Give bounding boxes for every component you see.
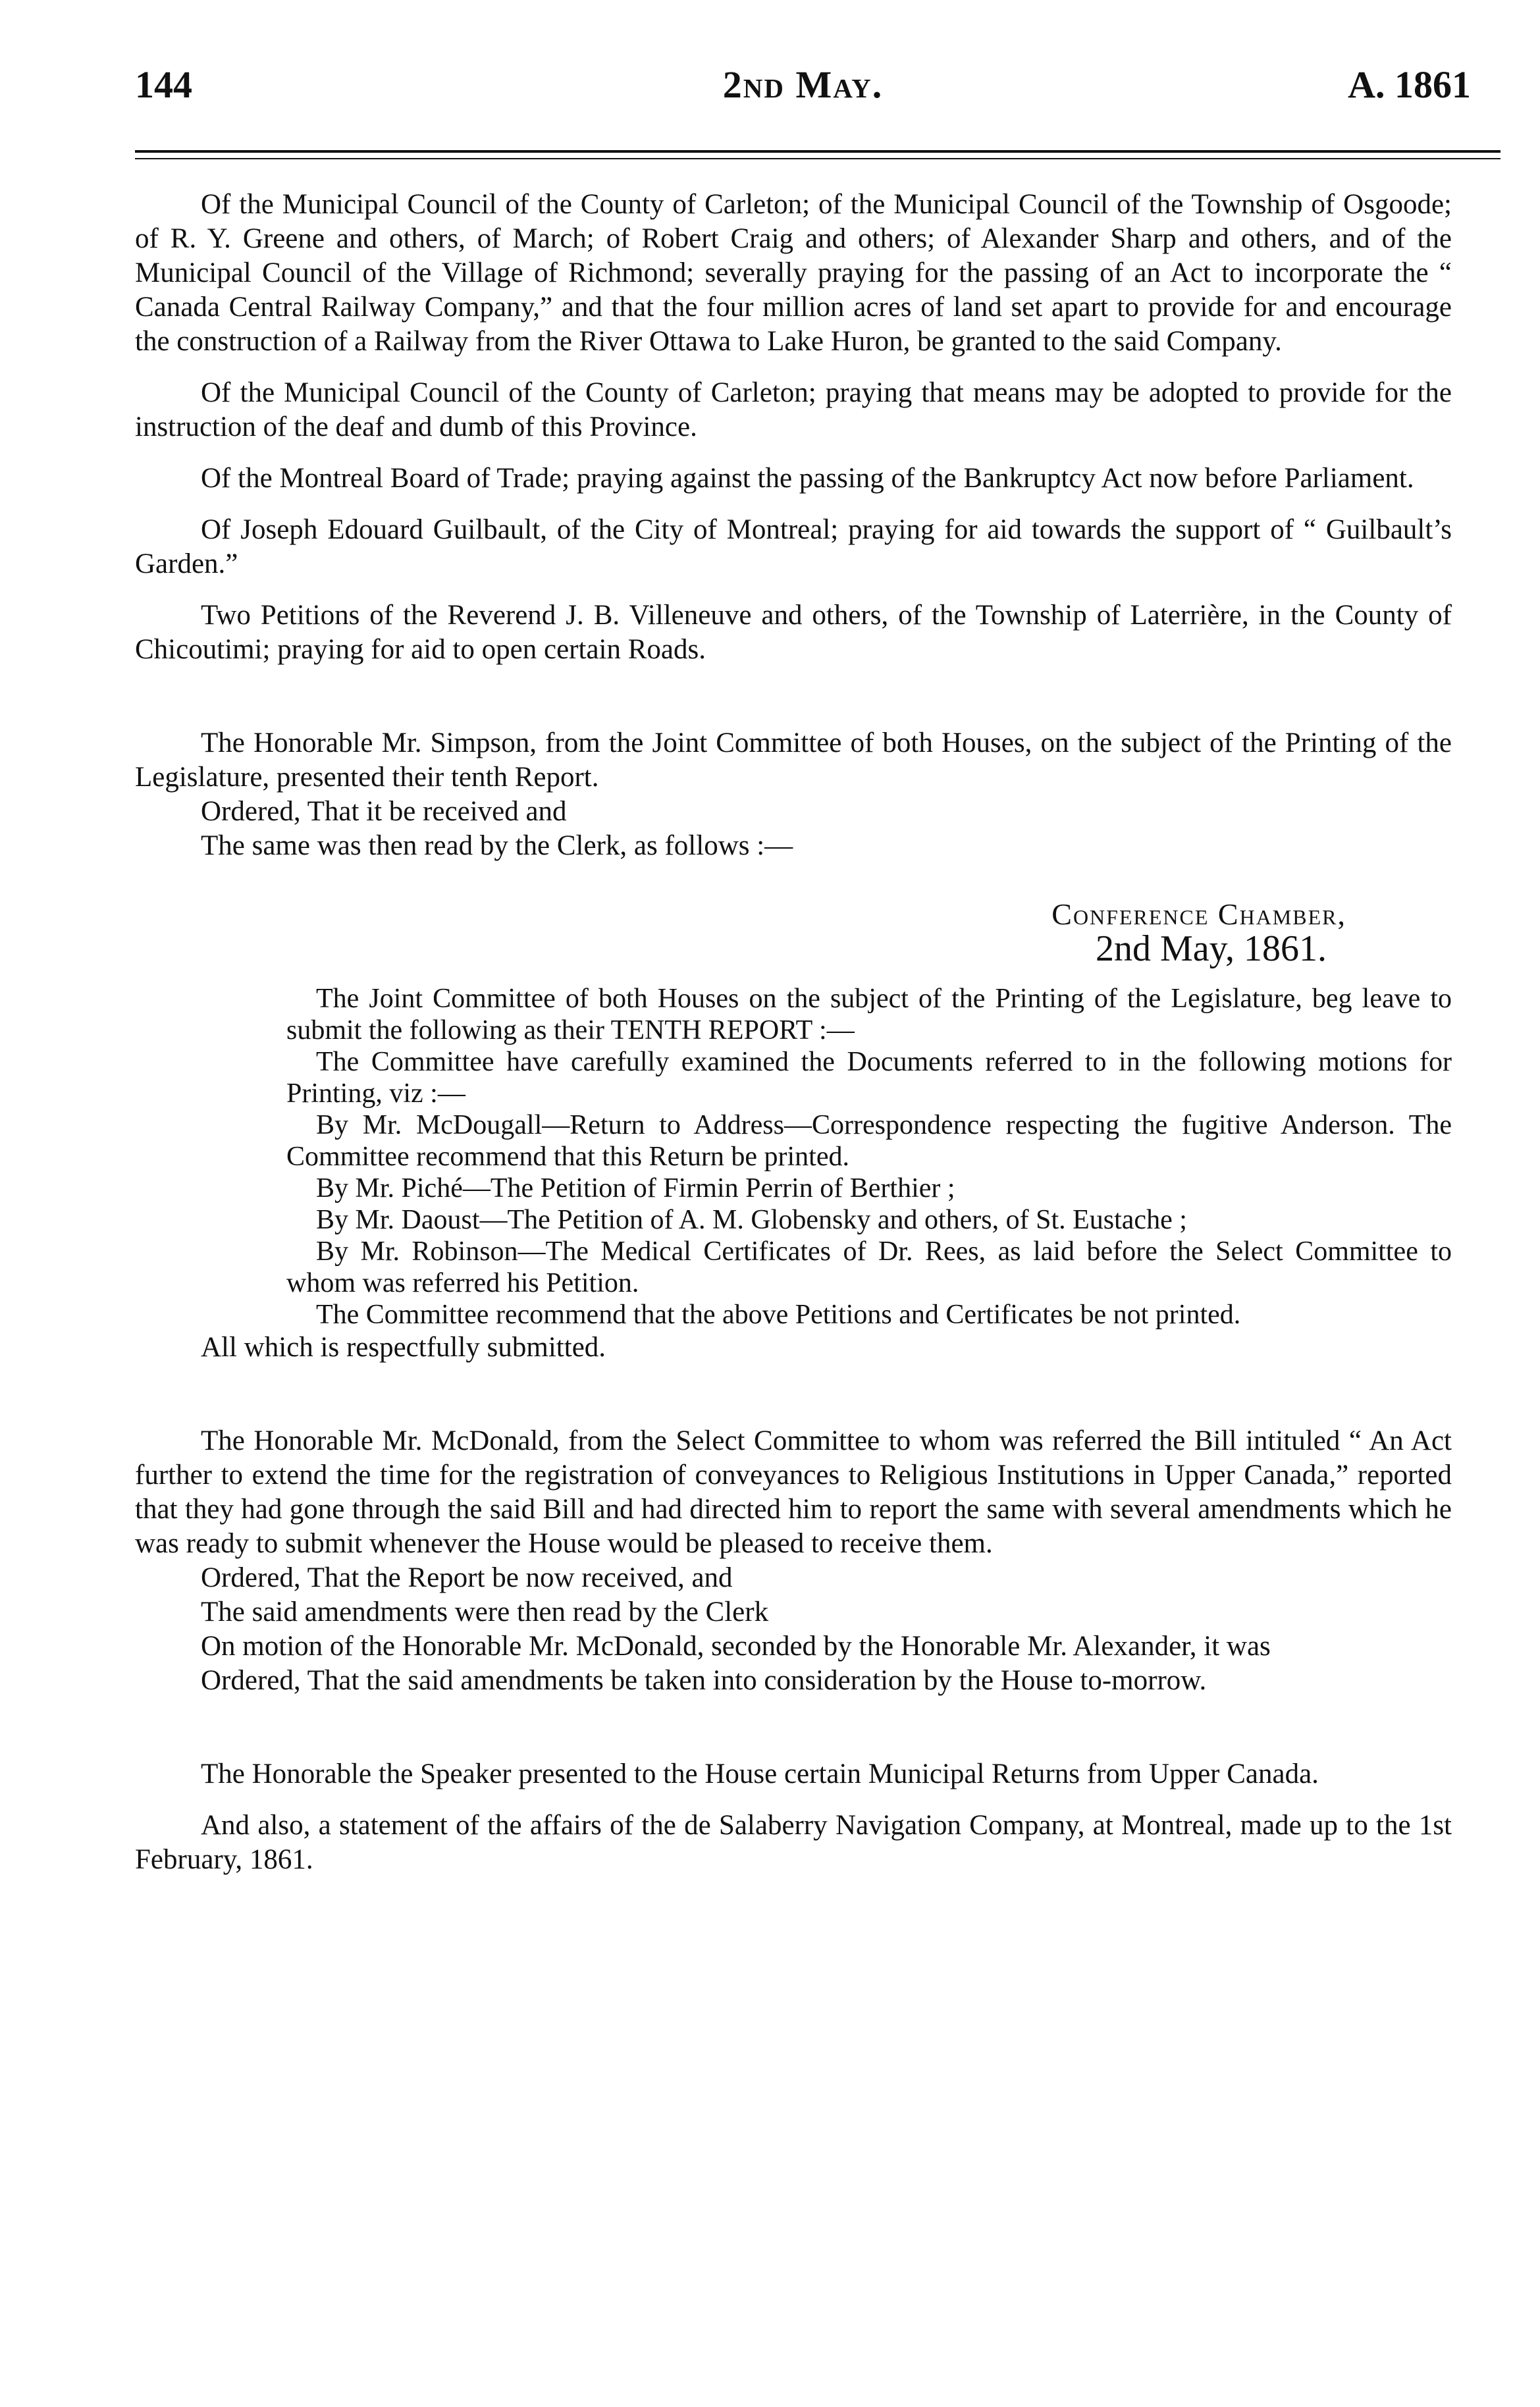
document-body — [135, 188, 1452, 1877]
amendments-read: The said amendments were then read by the Clerk — [201, 1597, 769, 1627]
printing-committee-intro: The Honorable Mr. Simpson, from the Joint Committee of both Houses, on the subject of the Printing of the Legislature, presented their tenth Report. — [135, 727, 1452, 793]
page-header — [135, 63, 1471, 115]
motion-paragraph: On motion of the Honorable Mr. McDonald, seconded by the Honorable Mr. Alexander, it was — [201, 1631, 1271, 1662]
header-rule-thick — [135, 150, 1500, 153]
petition-paragraph: Of the Municipal Council of the County of Carleton; praying that means may be adopted to provide for the instruction of the deaf and dumb of this Province. — [135, 377, 1452, 442]
report-paragraph: By Mr. Daoust—The Petition of A. M. Globensky and others, of St. Eustache ; — [316, 1205, 1187, 1235]
ordered-consideration: Ordered, That the said amendments be taken into consideration by the House to-morrow. — [201, 1665, 1207, 1696]
report-paragraph: By Mr. McDougall—Return to Address—Correspondence respecting the fugitive Anderson. The Committee recommend that this Return be printed. — [286, 1110, 1452, 1172]
report-paragraph: The Joint Committee of both Houses on the subject of the Printing of the Legislature, beg leave to submit the following as their TENTH REPORT :— — [286, 984, 1452, 1045]
petition-paragraph: Of the Municipal Council of the County of Carleton; of the Municipal Council of the Township of Osgoode; of R. Y. Greene and others, of March; of Robert Craig and others; of Alexander Sharp and others, and of the Municipal Council of the Village of Richmond; severally praying for the passing of an Act to incorporate the “ Canada Central Railway Company,” and that the four million acres of land set apart to provide for and encourage the construction of a Railway from the River Ottawa to Lake Huron, be granted to the said Company. — [135, 189, 1452, 357]
header-date: 2nd May. — [722, 63, 884, 106]
report-paragraph: By Mr. Robinson—The Medical Certificates of Dr. Rees, as laid before the Select Committee to whom was referred his Petition. — [286, 1236, 1452, 1298]
salaberry-statement: And also, a statement of the affairs of the de Salaberry Navigation Company, at Montreal, made up to the 1st February, 1861. — [135, 1810, 1452, 1875]
page-number: 144 — [135, 63, 192, 106]
mcdonald-report: The Honorable Mr. McDonald, from the Select Committee to whom was referred the Bill intituled “ An Act further to extend the time for the registration of conveyances to Religious Institutions in Upper Canada,” reported that they had gone through the said Bill and had directed him to report the same with several amendments which he was ready to submit whenever the House would be pleased to receive them. — [135, 1425, 1452, 1559]
petition-paragraph: Of the Montreal Board of Trade; praying against the passing of the Bankruptcy Act now before Parliament. — [201, 463, 1414, 494]
report-closing: All which is respectfully submitted. — [201, 1332, 606, 1363]
ordered-received: Ordered, That the Report be now received, and — [201, 1562, 733, 1593]
report-date: 2nd May, 1861. — [1095, 928, 1327, 969]
ordered-received: Ordered, That it be received and — [201, 796, 567, 827]
petition-paragraph: Two Petitions of the Reverend J. B. Villeneuve and others, of the Township of Laterrière, in the County of Chicoutimi; praying for aid to open certain Roads. — [135, 600, 1452, 665]
report-paragraph: By Mr. Piché—The Petition of Firmin Perrin of Berthier ; — [316, 1173, 955, 1204]
speaker-returns: The Honorable the Speaker presented to the House certain Municipal Returns from Upper Canada. — [201, 1759, 1319, 1789]
petition-paragraph: Of Joseph Edouard Guilbault, of the City of Montreal; praying for aid towards the support of “ Guilbault’s Garden.” — [135, 514, 1452, 579]
report-place: Conference Chamber, — [1051, 897, 1346, 931]
header-year: A. 1861 — [1348, 63, 1471, 106]
header-rule-thin — [135, 158, 1500, 159]
report-paragraph: The Committee recommend that the above Petitions and Certificates be not printed. — [316, 1300, 1241, 1330]
tenth-report — [286, 983, 1452, 1331]
report-paragraph: The Committee have carefully examined the Documents referred to in the following motions for Printing, viz :— — [286, 1047, 1452, 1109]
read-by-clerk: The same was then read by the Clerk, as follows :— — [201, 830, 793, 861]
